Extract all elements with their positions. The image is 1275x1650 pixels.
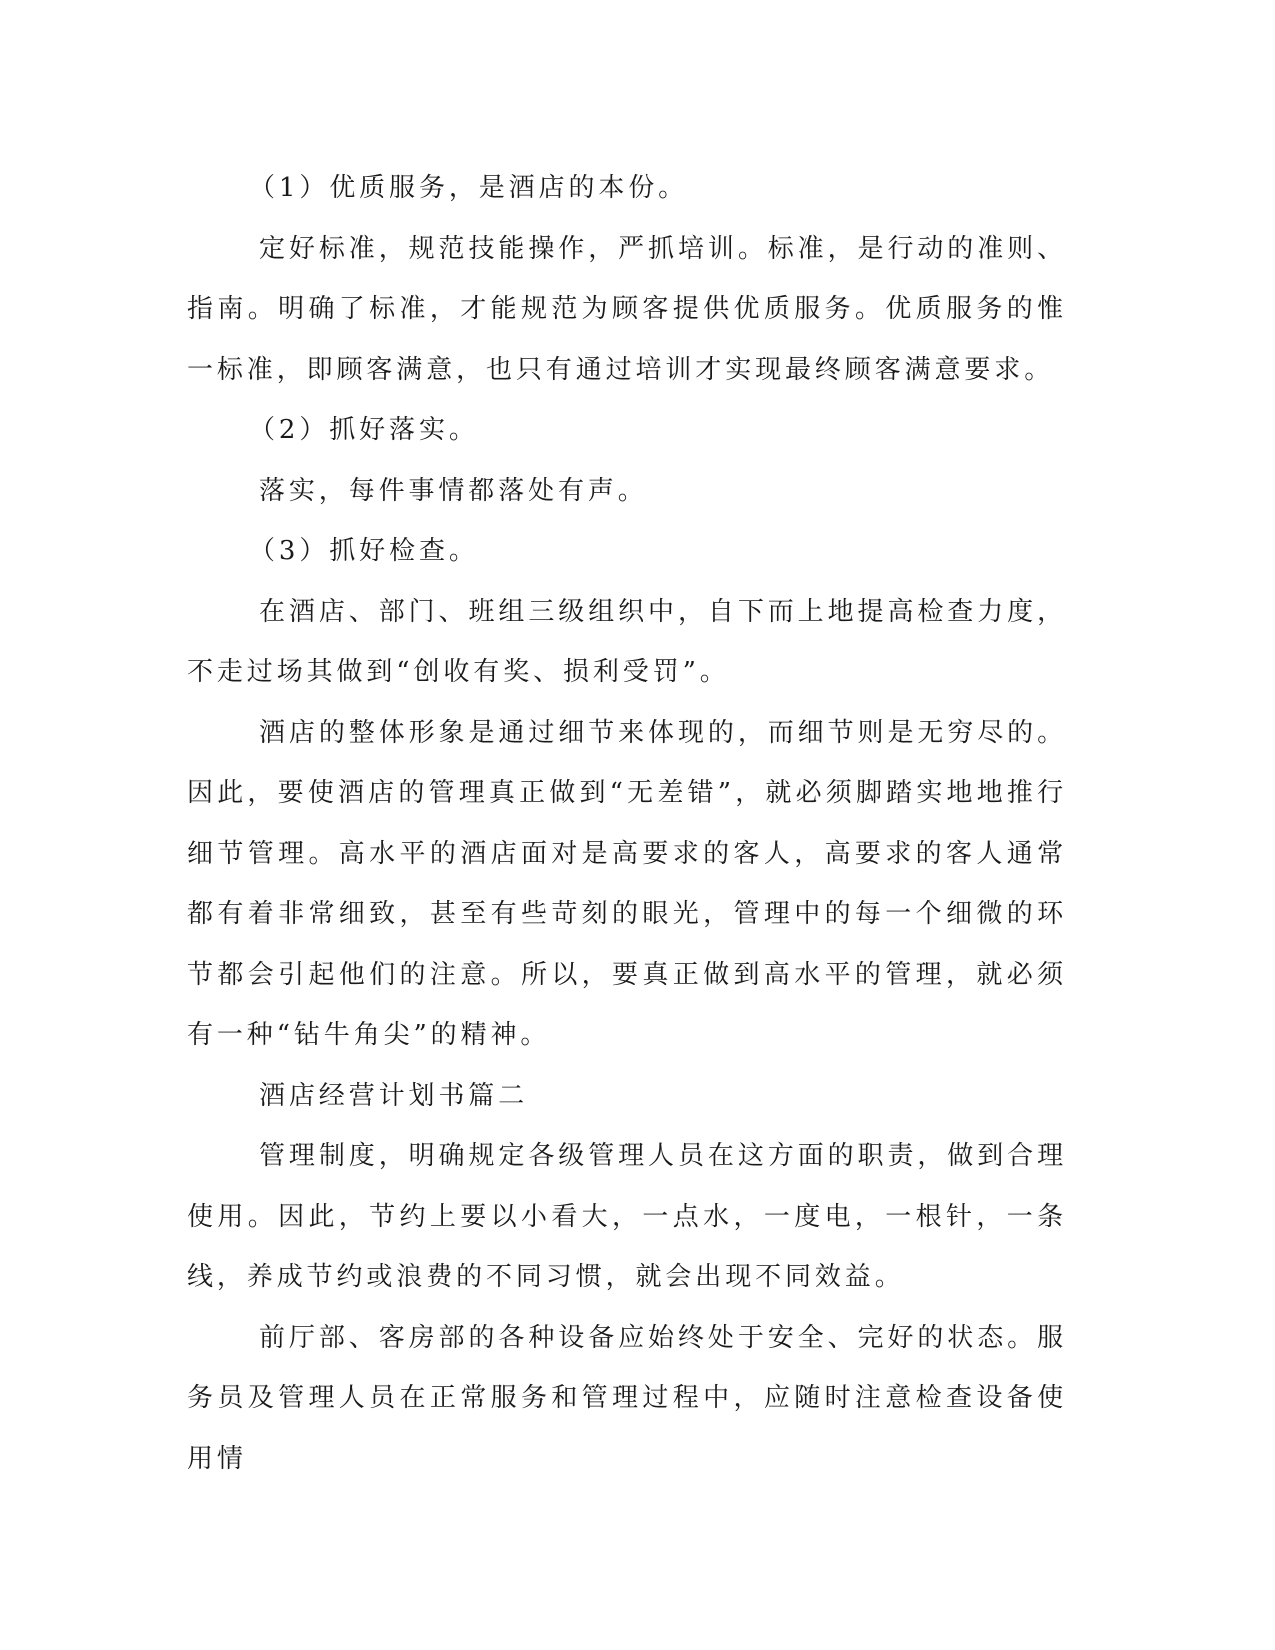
document-page [187,158,1067,1489]
paragraph-4: 酒店的整体形象是通过细节来体现的，而细节则是无穷尽的。因此，要使酒店的管理真正做到“无差错”，就必须脚踏实地地推行细节管理。高水平的酒店面对是高要求的客人，高要求的客人通常都有着非常细致，甚至有些苛刻的眼光，管理中的每一个细微的环节都会引起他们的注意。所以，要真正做到高水平的管理，就必须有一种“钻牛角尖”的精神。 [187,717,1067,1050]
paragraph-1: 定好标准，规范技能操作，严抓培训。标准，是行动的准则、指南。明确了标准，才能规范为顾客提供优质服务。优质服务的惟一标准，即顾客满意，也只有通过培训才实现最终顾客满意要求。 [187,233,1067,385]
heading-3: （3）抓好检查。 [249,536,479,566]
paragraph-6: 前厅部、客房部的各种设备应始终处于安全、完好的状态。服务员及管理人员在正常服务和管理过程中，应随时注意检查设备使用情 [187,1322,1067,1474]
section-title: 酒店经营计划书篇二 [259,1080,529,1111]
paragraph-5: 管理制度，明确规定各级管理人员在这方面的职责，做到合理使用。因此，节约上要以小看大，一点水，一度电，一根针，一条线，养成节约或浪费的不同习惯，就会出现不同效益。 [187,1141,1067,1292]
heading-1: （1）优质服务，是酒店的本份。 [249,173,689,203]
paragraph-2: 落实，每件事情都落处有声。 [259,475,648,506]
paragraph-3: 在酒店、部门、班组三级组织中，自下而上地提高检查力度，不走过场其做到“创收有奖、损利受罚”。 [187,596,1067,687]
heading-2: （2）抓好落实。 [249,415,479,445]
